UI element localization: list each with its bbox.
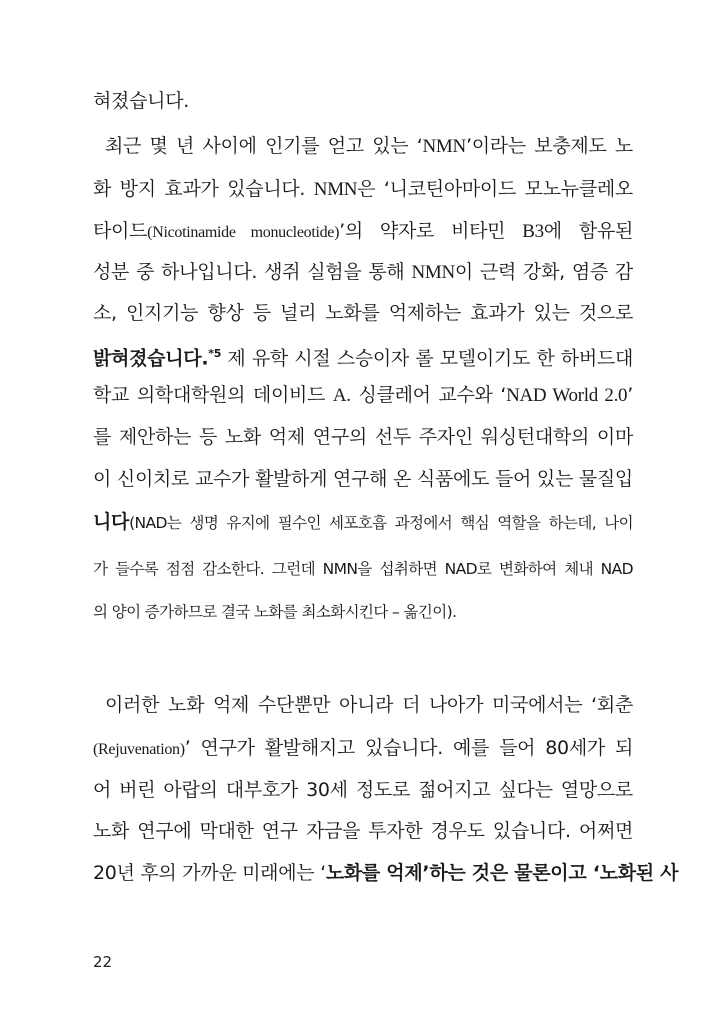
text-segment: 노화 연구에 막대한 연구 자금을 투자한 경우도 있습니다. 어쩌면 xyxy=(93,820,633,842)
text-line xyxy=(93,382,633,409)
text-segment: 화 방지 효과가 있습니다. xyxy=(93,178,314,200)
text-segment: 소, 인지기능 향상 등 널리 노화를 억제하는 효과가 있는 것으로 xyxy=(93,302,633,324)
text-segment: 밝혀졌습니다. xyxy=(93,347,209,370)
text-segment: 제 유학 시절 스승이자 롤 모델이기도 한 하버드대 xyxy=(221,347,633,370)
text-segment: 이러한 노화 억제 수단뿐만 아니라 더 나아가 미국에서는 ‘회춘 xyxy=(105,694,633,716)
text-line xyxy=(93,555,633,582)
text-segment: ’ 연구가 활발해지고 있습니다. 예를 들어 80세가 되 xyxy=(184,737,633,759)
text-line xyxy=(93,424,633,450)
text-segment: ’이라는 보충제도 노 xyxy=(465,135,633,157)
text-segment: 혀졌습니다. xyxy=(93,90,190,112)
text-line xyxy=(93,509,633,536)
text-segment: NMN xyxy=(411,262,455,283)
text-line xyxy=(93,735,633,763)
text-segment: NMN xyxy=(313,179,358,200)
text-line xyxy=(93,466,633,492)
text-segment: 학교 의학대학원의 데이비드 xyxy=(93,384,333,406)
text-segment: (Nicotinamide monucleotide) xyxy=(147,224,340,241)
text-segment: 타이드 xyxy=(93,220,148,242)
text-segment: 어 버린 아랍의 대부호가 30세 정도로 젊어지고 싶다는 열망으로 xyxy=(93,779,633,801)
text-line xyxy=(93,88,633,114)
text-segment: 가 들수록 점점 감소한다. 그런데 NMN을 섭취하면 NAD로 변화하여 체내 NAD xyxy=(93,560,633,578)
text-line xyxy=(93,860,679,886)
text-segment: NMN xyxy=(422,136,466,157)
text-segment: 20년 후의 가까운 미래에는 ‘ xyxy=(93,862,326,884)
text-segment: *5 xyxy=(208,347,222,360)
text-line xyxy=(93,300,633,326)
text-segment: 성분 중 하나입니다. 생쥐 실험을 통해 xyxy=(93,261,412,283)
text-segment: NAD World 2.0 xyxy=(506,385,628,406)
text-segment: ’의 약자로 비타민 xyxy=(339,220,523,242)
page-number: 22 xyxy=(93,953,113,971)
text-line xyxy=(93,341,633,371)
text-segment: 최근 몇 년 사이에 인기를 얻고 있는 ‘ xyxy=(105,135,423,157)
text-line xyxy=(93,692,633,718)
text-segment: 를 제안하는 등 노화 억제 연구의 선두 주자인 워싱턴대학의 이마 xyxy=(93,426,633,448)
text-segment: (Rejuvenation) xyxy=(93,741,185,758)
text-segment: 노화를 억제 xyxy=(325,862,423,884)
text-line xyxy=(93,176,633,203)
text-line xyxy=(93,218,633,246)
text-segment: (NAD는 생명 유지에 필수인 세포호흡 과정에서 핵심 역할을 하는데, 나이 xyxy=(129,514,633,532)
text-line xyxy=(93,818,633,844)
text-segment: 이 근력 강화, 염증 감 xyxy=(454,261,633,283)
text-segment: 싱클레어 교수와 ‘ xyxy=(350,384,507,406)
text-segment: 의 양이 증가하므로 결국 노화를 최소화시킨다 – 옮긴이). xyxy=(93,603,457,621)
text-segment: 에 함유된 xyxy=(543,220,633,242)
text-line xyxy=(93,598,633,625)
text-segment: A. xyxy=(332,385,351,406)
text-segment: ’ xyxy=(627,384,633,406)
text-segment: 니다 xyxy=(93,511,130,533)
text-line xyxy=(93,133,633,160)
text-segment: ’하는 것은 물론이고 ‘노화된 사 xyxy=(422,862,679,884)
text-segment: 은 ‘니코틴아마이드 모노뉴클레오 xyxy=(357,178,633,200)
text-segment: B3 xyxy=(522,221,544,242)
text-line xyxy=(93,259,633,286)
text-line xyxy=(93,777,633,803)
text-segment: 이 신이치로 교수가 활발하게 연구해 온 식품에도 들어 있는 물질입 xyxy=(93,468,633,490)
